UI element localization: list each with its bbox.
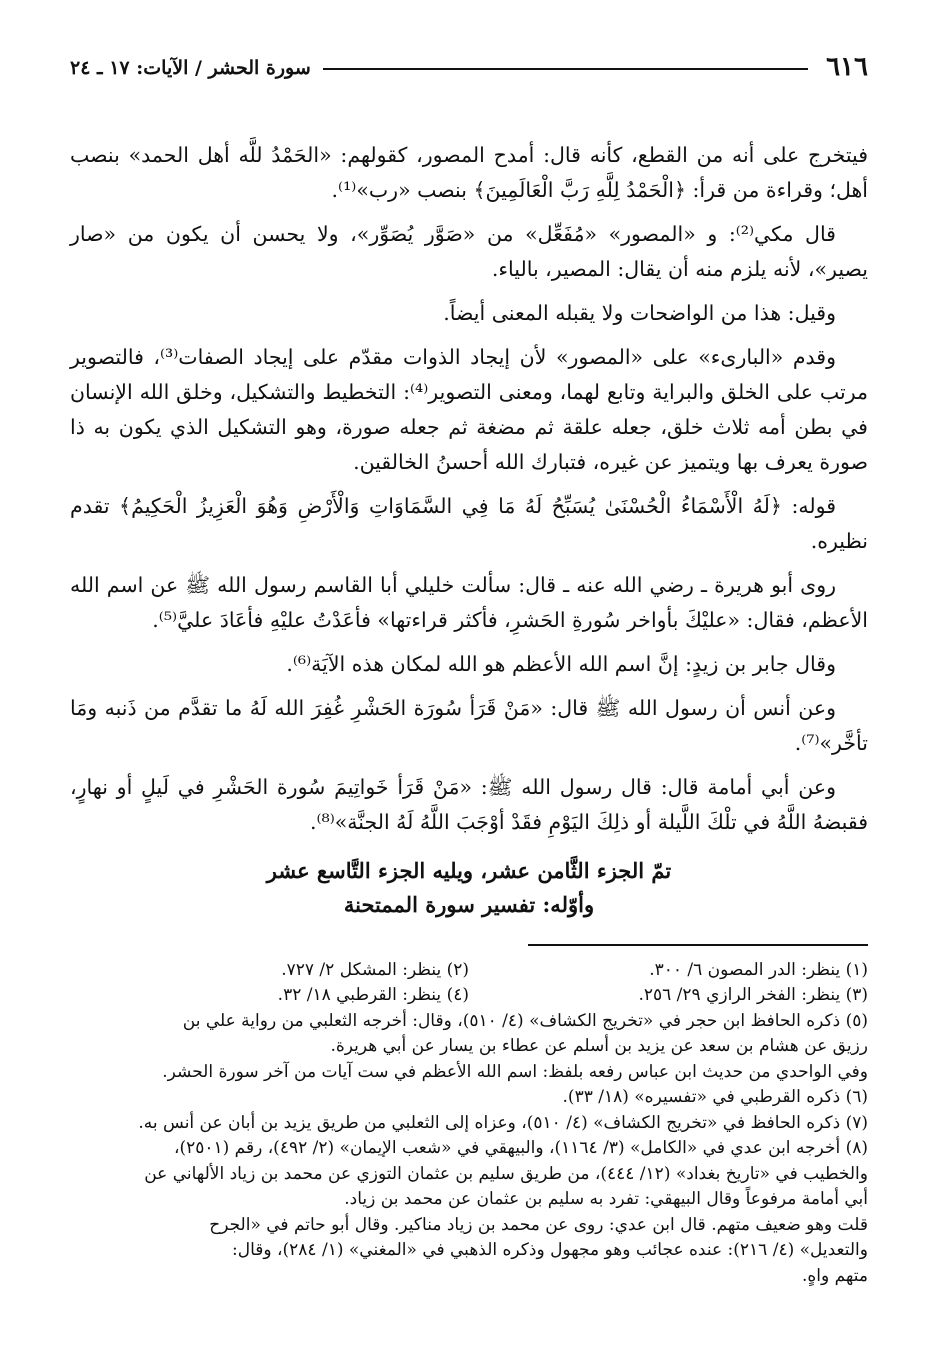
paragraph bbox=[70, 217, 868, 287]
paragraph-text: وعن أنس أن رسول الله ﷺ قال: «مَنْ قَرَأ سُورَة الحَشْرِ غُفِرَ الله لَهُ ما تقدَّم من ذَنبه ومَا تأخَّر»⁽⁷⁾. bbox=[70, 696, 868, 755]
footnote: (٥) ذكره الحافظ ابن حجر في «تخريج الكشاف» (٤/ ٥١٠)، وقال: أخرجه الثعلبي من رواية علي بن bbox=[182, 1010, 868, 1031]
paragraph-text: فيتخرج على أنه من القطع، كأنه قال: أمدح المصور، كقولهم: «الحَمْدُ للَّه أهل الحمد» بنصب أهل؛ وقراءة من قرأ: ﴿الْحَمْدُ لِلَّهِ رَبَّ الْعَالَمِينَ﴾ بنصب «رب»⁽¹⁾. bbox=[70, 143, 868, 202]
paragraph-text: وقدم «البارىء» على «المصور» لأن إيجاد الذوات مقدّم على إيجاد الصفات⁽³⁾، فالتصوير مرتب على الخلق والبراية وتابع لهما، ومعنى التصوير⁽⁴⁾: التخطيط والتشكيل، وخلق الله الإنسان في بطن أمه ثلاث خلق، جعله علقة ثم مضغة ثم جعله صورة، وهو التشكيل الذي يكون به ذا صورة يعرف بها ويتميز عن غيره، فتبارك الله أحسنُ الخالقين. bbox=[70, 345, 868, 474]
footnote: (٦) ذكره القرطبي في «تفسيره» (١٨/ ٣٣). bbox=[562, 1087, 868, 1107]
main-text bbox=[70, 138, 868, 922]
footnote: (٣) ينظر: الفخر الرازي ٢٩/ ٢٥٦. bbox=[638, 985, 868, 1005]
paragraph-text: وقيل: هذا من الواضحات ولا يقبله المعنى أيضاً. bbox=[443, 301, 836, 325]
paragraph bbox=[70, 647, 868, 682]
paragraph-text: روى أبو هريرة ـ رضي الله عنه ـ قال: سألت خليلي أبا القاسم رسول الله ﷺ عن اسم الله الأعظم، فقال: «عليْكَ بأواخر سُورةِ الحَشرِ، فأكثر قراءتها» فأعَدْتُ عليْهِ فأعَادَ عليَّ⁽⁵⁾. bbox=[70, 573, 868, 632]
footnote: (٨) أخرجه ابن عدي في «الكامل» (٣/ ١١٦٤)، والبيهقي في «شعب الإيمان» (٢/ ٤٩٢)، رقم (٢٥٠١)، bbox=[173, 1138, 868, 1158]
footnote-separator bbox=[528, 944, 868, 946]
running-title: سورة الحشر / الآيات: ١٧ ـ ٢٤ bbox=[70, 57, 311, 79]
footnote-continuation: والتعديل» (٤/ ٢١٦): عنده عجائب وهو مجهول وذكره الذهبي في «المغني» (١/ ٢٨٤)، وقال: bbox=[232, 1240, 868, 1260]
page-header bbox=[70, 32, 868, 80]
footnote-continuation: أبي أمامة مرفوعاً وقال البيهقي: تفرد به سليم بن عثمان عن محمد بن زياد. bbox=[344, 1189, 868, 1209]
volume-closing bbox=[70, 854, 868, 922]
footnote: (٢) ينظر: المشكل ٢/ ٧٢٧. bbox=[281, 959, 469, 980]
header-rule bbox=[323, 68, 808, 70]
paragraph-text: وقال جابر بن زيدٍ: إنَّ اسم الله الأعظم هو الله لمكان هذه الآيَة⁽⁶⁾. bbox=[286, 652, 836, 676]
footnote-continuation: متهم واهٍ. bbox=[801, 1265, 868, 1286]
footnote: (٧) ذكره الحافظ في «تخريج الكشاف» (٤/ ٥١٠)، وعزاه إلى الثعلبي من طريق يزيد بن أبان عن أنس به. bbox=[138, 1112, 868, 1133]
paragraph bbox=[70, 340, 868, 480]
footnote-continuation: وفي الواحدي من حديث ابن عباس رفعه بلفظ: اسم الله الأعظم في ست آيات من آخر سورة الحشر. bbox=[162, 1061, 868, 1082]
paragraph bbox=[70, 138, 868, 208]
page-number: ٦١٦ bbox=[826, 52, 868, 82]
footnote-row bbox=[70, 983, 868, 1009]
paragraph bbox=[70, 296, 868, 331]
footnote-row bbox=[70, 958, 868, 984]
paragraph bbox=[70, 568, 868, 638]
footnote-continuation: والخطيب في «تاريخ بغداد» (١٢/ ٤٤٤)، من طريق سليم بن عثمان التوزي عن محمد بن زياد الألهاني عن bbox=[144, 1163, 868, 1184]
paragraph-text: قال مكي⁽²⁾: و «المصور» «مُفَعِّل» من «صَوَّر يُصَوِّر»، ولا يحسن أن يكون من «صار يصير»، لأنه يلزم منه أن يقال: المصير، بالياء. bbox=[70, 222, 868, 281]
footnote: (٤) ينظر: القرطبي ١٨/ ٣٢. bbox=[277, 985, 469, 1005]
footnotes bbox=[70, 958, 868, 1289]
paragraph bbox=[70, 489, 868, 559]
footnote-continuation: رزيق عن هشام بن سعد عن يزيد بن أسلم عن عطاء بن يسار عن أبي هريرة. bbox=[330, 1036, 868, 1056]
paragraph bbox=[70, 770, 868, 840]
footnote-continuation: قلت وهو ضعيف متهم. قال ابن عدي: روى عن محمد بن زياد مناكير. وقال أبو حاتم في «الجرح bbox=[209, 1214, 868, 1235]
closing-line: تمّ الجزء الثَّامن عشر، ويليه الجزء التَّاسع عشر bbox=[266, 858, 672, 883]
footnote: (١) ينظر: الدر المصون ٦/ ٣٠٠. bbox=[649, 959, 868, 980]
paragraph-text: قوله: ﴿لَهُ الْأَسْمَاءُ الْحُسْنَىٰ يُسَبِّحُ لَهُ مَا فِي السَّمَاوَاتِ وَالْأَرْضِ وَهُوَ الْعَزِيزُ الْحَكِيمُ﴾ تقدم نظيره. bbox=[70, 494, 868, 553]
paragraph bbox=[70, 691, 868, 761]
closing-line: وأوّله: تفسير سورة الممتحنة bbox=[343, 892, 595, 917]
paragraph-text: وعن أبي أمامة قال: قال رسول الله ﷺ: «مَنْ قَرَأ خَواتِيمَ سُورة الحَشْرِ في لَيلٍ أو نهارٍ، فقبضهُ اللَّهُ في تلْكَ اللَّيلة أو ذلِكَ اليَوْمِ فقَدْ أوْجَبَ اللَّهُ لَهُ الجنَّة»⁽⁸⁾. bbox=[70, 775, 868, 834]
